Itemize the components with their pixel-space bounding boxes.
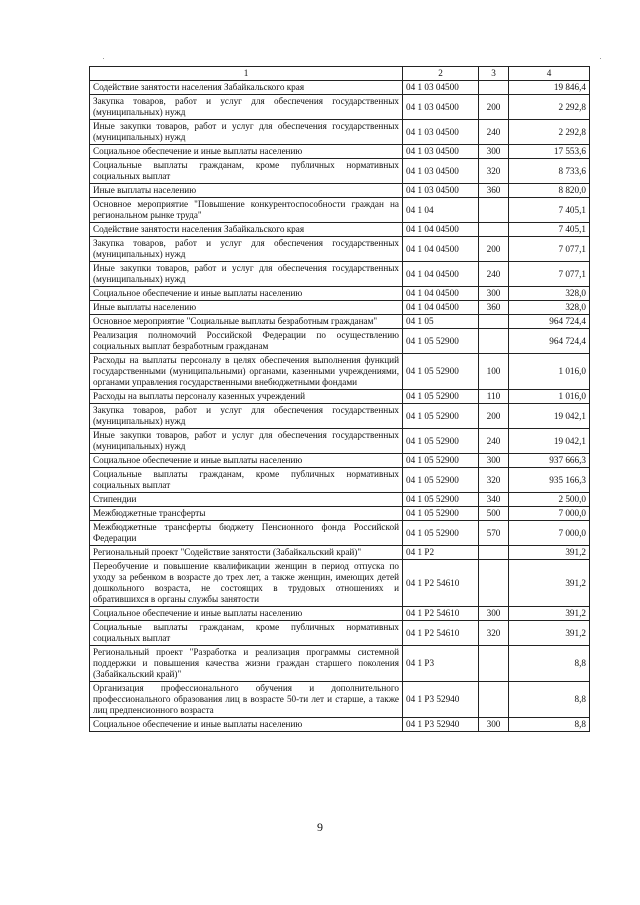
- row-code-cell: 04 1 04 04500: [403, 287, 479, 301]
- row-name-cell: Иные закупки товаров, работ и услуг для обеспечения государственных (муниципальных) нужд: [90, 120, 403, 145]
- row-code-cell: 04 1 05 52900: [403, 521, 479, 546]
- row-sum-cell: 7 000,0: [509, 521, 590, 546]
- row-type-cell: 240: [479, 429, 509, 454]
- row-type-cell: 570: [479, 521, 509, 546]
- row-sum-cell: 2 500,0: [509, 493, 590, 507]
- table-row: [90, 429, 590, 454]
- row-code-cell: 04 1 05 52900: [403, 429, 479, 454]
- row-name-cell: Межбюджетные трансферты бюджету Пенсионного фонда Российской Федерации: [90, 521, 403, 546]
- row-sum-cell: 391,2: [509, 607, 590, 621]
- row-type-cell: 300: [479, 287, 509, 301]
- row-sum-cell: 8 733,6: [509, 159, 590, 184]
- row-code-cell: 04 1 04 04500: [403, 301, 479, 315]
- row-sum-cell: 19 042,1: [509, 429, 590, 454]
- row-name-cell: Содействие занятости населения Забайкальского края: [90, 223, 403, 237]
- row-name-cell: Межбюджетные трансферты: [90, 507, 403, 521]
- row-sum-cell: 7 077,1: [509, 262, 590, 287]
- budget-table-sheet: [89, 66, 589, 732]
- row-type-cell: 300: [479, 718, 509, 732]
- row-code-cell: 04 1 05 52900: [403, 390, 479, 404]
- row-type-cell: 340: [479, 493, 509, 507]
- row-name-cell: Основное мероприятие "Повышение конкурентоспособности граждан на региональном рынке труда": [90, 198, 403, 223]
- row-sum-cell: 2 292,8: [509, 120, 590, 145]
- row-name-cell: Расходы на выплаты персоналу казенных учреждений: [90, 390, 403, 404]
- row-name-cell: Социальное обеспечение и иные выплаты населению: [90, 607, 403, 621]
- table-row: [90, 223, 590, 237]
- table-row: [90, 454, 590, 468]
- row-type-cell: 200: [479, 237, 509, 262]
- row-code-cell: 04 1 05 52900: [403, 329, 479, 354]
- row-name-cell: Иные закупки товаров, работ и услуг для обеспечения государственных (муниципальных) нужд: [90, 429, 403, 454]
- row-code-cell: 04 1 P3 52940: [403, 682, 479, 718]
- row-code-cell: 04 1 P3: [403, 646, 479, 682]
- row-code-cell: 04 1 03 04500: [403, 184, 479, 198]
- row-name-cell: Закупка товаров, работ и услуг для обеспечения государственных (муниципальных) нужд: [90, 237, 403, 262]
- row-name-cell: Социальное обеспечение и иные выплаты населению: [90, 145, 403, 159]
- row-type-cell: [479, 546, 509, 560]
- row-sum-cell: 17 553,6: [509, 145, 590, 159]
- row-sum-cell: 391,2: [509, 621, 590, 646]
- row-code-cell: 04 1 04 04500: [403, 262, 479, 287]
- row-sum-cell: 964 724,4: [509, 315, 590, 329]
- row-code-cell: 04 1 04 04500: [403, 237, 479, 262]
- table-row: [90, 81, 590, 95]
- row-name-cell: Социальное обеспечение и иные выплаты населению: [90, 718, 403, 732]
- row-type-cell: 110: [479, 390, 509, 404]
- row-name-cell: Стипендии: [90, 493, 403, 507]
- row-name-cell: Региональный проект "Разработка и реализация программы системной поддержки и повышения качества жизни граждан старшего поколения (Забайкальский край)": [90, 646, 403, 682]
- table-row: [90, 521, 590, 546]
- row-sum-cell: 7 405,1: [509, 198, 590, 223]
- row-name-cell: Основное мероприятие "Социальные выплаты безработным гражданам": [90, 315, 403, 329]
- scan-speck: [103, 58, 104, 59]
- row-type-cell: [479, 198, 509, 223]
- row-type-cell: 200: [479, 95, 509, 120]
- row-name-cell: Социальное обеспечение и иные выплаты населению: [90, 454, 403, 468]
- row-code-cell: 04 1 P3 52940: [403, 718, 479, 732]
- row-type-cell: 100: [479, 354, 509, 390]
- table-row: [90, 621, 590, 646]
- row-sum-cell: 935 166,3: [509, 468, 590, 493]
- row-sum-cell: 328,0: [509, 301, 590, 315]
- row-sum-cell: 8,8: [509, 646, 590, 682]
- table-row: [90, 607, 590, 621]
- row-name-cell: Организация профессионального обучения и дополнительного профессионального образования лиц в возрасте 50-ти лет и старше, а также лиц предпенсионного возраста: [90, 682, 403, 718]
- row-type-cell: 240: [479, 120, 509, 145]
- row-sum-cell: 391,2: [509, 560, 590, 607]
- table-row: [90, 646, 590, 682]
- row-code-cell: 04 1 P2 54610: [403, 560, 479, 607]
- row-type-cell: 360: [479, 301, 509, 315]
- header-col-3: 3: [479, 67, 509, 81]
- header-col-1: 1: [90, 67, 403, 81]
- row-sum-cell: 391,2: [509, 546, 590, 560]
- table-row: [90, 95, 590, 120]
- row-type-cell: 200: [479, 404, 509, 429]
- row-type-cell: 360: [479, 184, 509, 198]
- row-sum-cell: 964 724,4: [509, 329, 590, 354]
- row-sum-cell: 7 077,1: [509, 237, 590, 262]
- row-code-cell: 04 1 05 52900: [403, 454, 479, 468]
- row-code-cell: 04 1 05 52900: [403, 354, 479, 390]
- budget-table: [89, 66, 590, 732]
- header-col-2: 2: [403, 67, 479, 81]
- table-row: [90, 468, 590, 493]
- table-row: [90, 354, 590, 390]
- row-code-cell: 04 1 P2: [403, 546, 479, 560]
- table-row: [90, 301, 590, 315]
- header-col-4: 4: [509, 67, 590, 81]
- row-name-cell: Региональный проект "Содействие занятости (Забайкальский край)": [90, 546, 403, 560]
- row-code-cell: 04 1 05 52900: [403, 507, 479, 521]
- table-row: [90, 262, 590, 287]
- row-name-cell: Социальное обеспечение и иные выплаты населению: [90, 287, 403, 301]
- row-sum-cell: 8,8: [509, 718, 590, 732]
- table-row: [90, 718, 590, 732]
- table-row: [90, 493, 590, 507]
- row-sum-cell: 7 000,0: [509, 507, 590, 521]
- row-name-cell: Социальные выплаты гражданам, кроме публичных нормативных социальных выплат: [90, 468, 403, 493]
- row-type-cell: [479, 223, 509, 237]
- row-sum-cell: 19 042,1: [509, 404, 590, 429]
- header-row: [90, 67, 590, 81]
- table-row: [90, 145, 590, 159]
- row-name-cell: Расходы на выплаты персоналу в целях обеспечения выполнения функций государственными (муниципальными) органами, казенными учреждениями, органами управления государственными внебюджетными фондами: [90, 354, 403, 390]
- row-type-cell: [479, 646, 509, 682]
- table-row: [90, 159, 590, 184]
- row-sum-cell: 19 846,4: [509, 81, 590, 95]
- row-sum-cell: 937 666,3: [509, 454, 590, 468]
- row-name-cell: Иные закупки товаров, работ и услуг для обеспечения государственных (муниципальных) нужд: [90, 262, 403, 287]
- row-type-cell: 300: [479, 454, 509, 468]
- row-sum-cell: 328,0: [509, 287, 590, 301]
- row-type-cell: 240: [479, 262, 509, 287]
- row-sum-cell: 1 016,0: [509, 354, 590, 390]
- row-name-cell: Иные выплаты населению: [90, 301, 403, 315]
- table-row: [90, 315, 590, 329]
- row-type-cell: 320: [479, 468, 509, 493]
- row-type-cell: [479, 560, 509, 607]
- row-code-cell: 04 1 03 04500: [403, 81, 479, 95]
- row-type-cell: 300: [479, 145, 509, 159]
- row-sum-cell: 8,8: [509, 682, 590, 718]
- scan-speck: [600, 58, 601, 59]
- row-code-cell: 04 1 04: [403, 198, 479, 223]
- row-sum-cell: 1 016,0: [509, 390, 590, 404]
- row-code-cell: 04 1 05: [403, 315, 479, 329]
- table-row: [90, 184, 590, 198]
- row-code-cell: 04 1 03 04500: [403, 95, 479, 120]
- row-name-cell: Реализация полномочий Российской Федерации по осуществлению социальных выплат безработным гражданам: [90, 329, 403, 354]
- row-name-cell: Закупка товаров, работ и услуг для обеспечения государственных (муниципальных) нужд: [90, 404, 403, 429]
- row-name-cell: Закупка товаров, работ и услуг для обеспечения государственных (муниципальных) нужд: [90, 95, 403, 120]
- row-type-cell: [479, 315, 509, 329]
- page-number: 9: [317, 820, 323, 834]
- row-code-cell: 04 1 05 52900: [403, 404, 479, 429]
- row-name-cell: Переобучение и повышение квалификации женщин в период отпуска по уходу за ребенком в возрасте до трех лет, а также женщин, имеющих детей дошкольного возраста, не состоящих в трудовых отношениях и обратившихся в органы службы занятости: [90, 560, 403, 607]
- row-type-cell: 320: [479, 621, 509, 646]
- table-body: [90, 81, 590, 732]
- row-code-cell: 04 1 03 04500: [403, 120, 479, 145]
- row-code-cell: 04 1 03 04500: [403, 145, 479, 159]
- row-name-cell: Социальные выплаты гражданам, кроме публичных нормативных социальных выплат: [90, 159, 403, 184]
- row-type-cell: 320: [479, 159, 509, 184]
- row-code-cell: 04 1 03 04500: [403, 159, 479, 184]
- row-name-cell: Содействие занятости населения Забайкальского края: [90, 81, 403, 95]
- table-row: [90, 198, 590, 223]
- row-type-cell: [479, 682, 509, 718]
- row-type-cell: 500: [479, 507, 509, 521]
- table-row: [90, 404, 590, 429]
- row-sum-cell: 7 405,1: [509, 223, 590, 237]
- row-type-cell: [479, 329, 509, 354]
- row-type-cell: 300: [479, 607, 509, 621]
- table-row: [90, 329, 590, 354]
- row-name-cell: Социальные выплаты гражданам, кроме публичных нормативных социальных выплат: [90, 621, 403, 646]
- table-row: [90, 507, 590, 521]
- row-type-cell: [479, 81, 509, 95]
- table-row: [90, 120, 590, 145]
- row-code-cell: 04 1 P2 54610: [403, 621, 479, 646]
- row-code-cell: 04 1 04 04500: [403, 223, 479, 237]
- row-code-cell: 04 1 05 52900: [403, 493, 479, 507]
- table-row: [90, 287, 590, 301]
- row-name-cell: Иные выплаты населению: [90, 184, 403, 198]
- table-row: [90, 546, 590, 560]
- row-code-cell: 04 1 05 52900: [403, 468, 479, 493]
- table-row: [90, 560, 590, 607]
- row-sum-cell: 2 292,8: [509, 95, 590, 120]
- row-sum-cell: 8 820,0: [509, 184, 590, 198]
- table-row: [90, 237, 590, 262]
- row-code-cell: 04 1 P2 54610: [403, 607, 479, 621]
- table-row: [90, 390, 590, 404]
- table-row: [90, 682, 590, 718]
